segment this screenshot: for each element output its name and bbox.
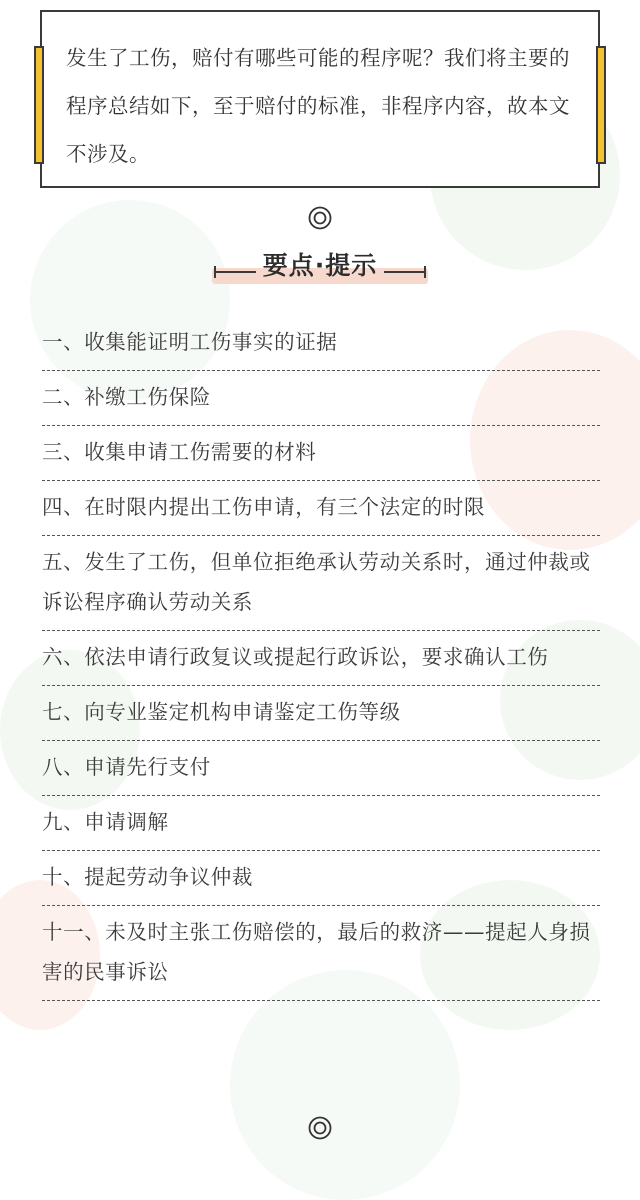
list-item: 二、补缴工伤保险: [42, 371, 600, 426]
point-list: [42, 316, 600, 1001]
accent-bar-right: [596, 46, 606, 164]
accent-bar-left: [34, 46, 44, 164]
list-item: 八、申请先行支付: [42, 741, 600, 796]
list-item: 六、依法申请行政复议或提起行政诉讼，要求确认工伤: [42, 631, 600, 686]
background-blob: [230, 970, 460, 1200]
section-title: 要点·提示: [262, 251, 378, 280]
intro-text: 发生了工伤，赔付有哪些可能的程序呢？我们将主要的程序总结如下，至于赔付的标准，非程序内容，故本文不涉及。: [66, 46, 570, 166]
target-icon: [308, 1116, 332, 1140]
list-item: 一、收集能证明工伤事实的证据: [42, 316, 600, 371]
intro-box: [40, 10, 600, 188]
section-heading: [212, 240, 428, 290]
list-item: 四、在时限内提出工伤申请，有三个法定的时限: [42, 481, 600, 536]
list-item: 十一、未及时主张工伤赔偿的，最后的救济——提起人身损害的民事诉讼: [42, 906, 600, 1001]
list-item: 九、申请调解: [42, 796, 600, 851]
target-icon: [308, 206, 332, 230]
list-item: 五、发生了工伤，但单位拒绝承认劳动关系时，通过仲裁或诉讼程序确认劳动关系: [42, 536, 600, 631]
list-item: 三、收集申请工伤需要的材料: [42, 426, 600, 481]
list-item: 十、提起劳动争议仲裁: [42, 851, 600, 906]
list-item: 七、向专业鉴定机构申请鉴定工伤等级: [42, 686, 600, 741]
